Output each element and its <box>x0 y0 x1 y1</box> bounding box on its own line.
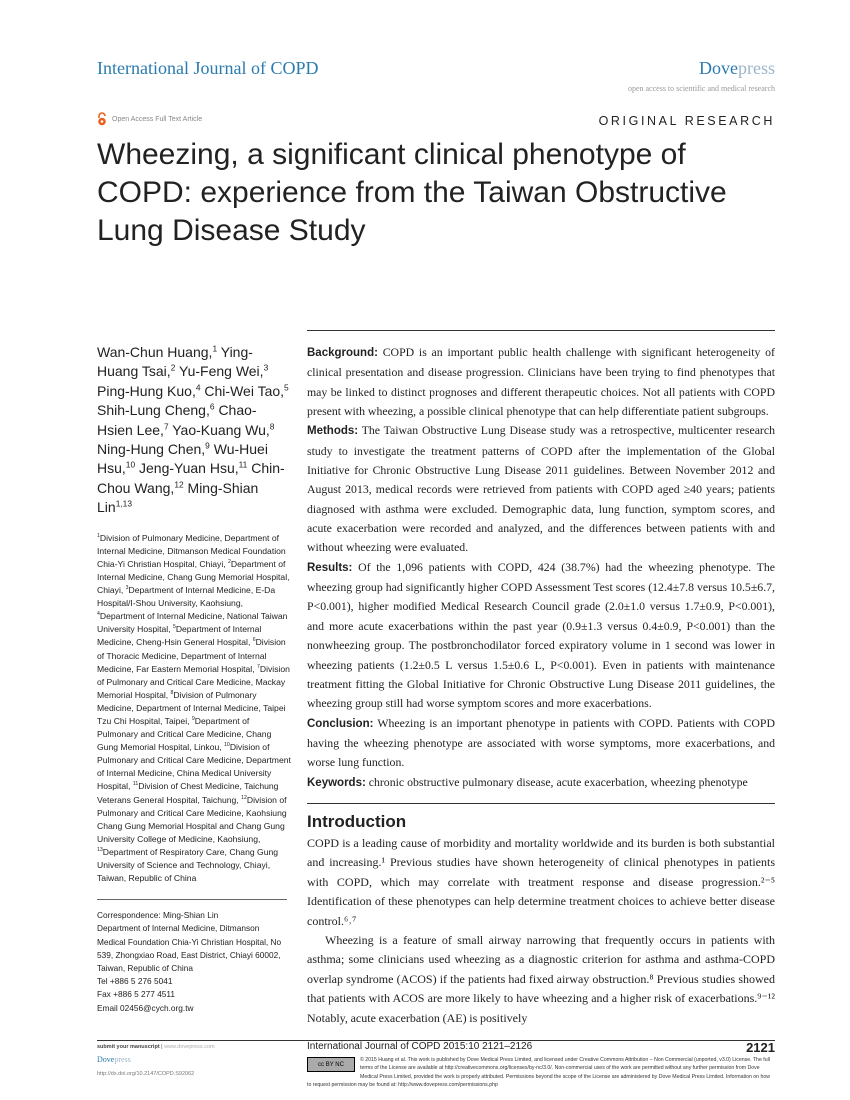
affiliation-sup: 10 <box>224 742 230 749</box>
abstract-section <box>307 714 775 773</box>
abstract-label: Conclusion: <box>307 717 374 730</box>
publisher-press: press <box>738 58 775 78</box>
affiliation-sup: 5 <box>172 624 176 631</box>
journal-name: International Journal of COPD <box>97 58 319 78</box>
license-text: © 2015 Huang et al. This work is published by Dove Medical Press Limited, and licensed under Creative Commons Attribution – Non Commercial (unported, v3.0) License. The full terms of the License are available at http://creativecommons.org/licenses/by-nc/3.0/. Non-commercial uses of the work are permitted without any further permission from Dove Medical Press Limited, provided the work is properly attributed. Permissions beyond the scope of the License are administered by Dove Medical Press Limited. Information on how to request permission may be found at: http://www.dovepress.com/permissions.php <box>307 1057 771 1088</box>
right-column <box>307 330 775 1028</box>
affiliation-text: Division of Thoracic Medicine, Department of Internal Medicine, Far Eastern Memorial Hospital, <box>97 637 286 674</box>
abstract-top-rule <box>307 330 775 331</box>
affiliation-sup: 3 <box>125 585 129 592</box>
affiliation-text: Department of Internal Medicine, Cheng-Hsin General Hospital, <box>97 624 262 648</box>
affiliation-sup: 9 <box>191 716 195 723</box>
affiliation-text: Department of Internal Medicine, Chang Gung Memorial Hospital, Chiayi, <box>97 558 290 596</box>
author-name: Shih-Lung Cheng, <box>97 402 210 419</box>
abstract-label: Keywords: <box>307 776 366 789</box>
corr-email[interactable]: Email 02456@cych.org.tw <box>97 1002 194 1013</box>
author-name: Wu-Huei Hsu, <box>97 441 268 477</box>
abstract-section <box>307 773 775 793</box>
author-name: Yao-Kuang Wu, <box>172 421 270 438</box>
author-sup: 11 <box>238 459 248 470</box>
abstract-bottom-rule <box>307 803 775 804</box>
footer-publisher-logo <box>97 1055 131 1064</box>
open-lock-icon <box>97 112 107 126</box>
cc-badge-text: cc BY NC <box>318 1061 344 1068</box>
author-sup: 2 <box>170 362 176 373</box>
page-number: 2121 <box>746 1040 775 1055</box>
affiliation-sup: 7 <box>257 663 260 670</box>
introduction-heading: Introduction <box>307 811 407 831</box>
left-column <box>97 343 292 1015</box>
affiliation-text: Division of Pulmonary Medicine, Department of Internal Medicine, Taipei Tzu Chi Hospital, Taipei, <box>97 689 286 726</box>
footer-press: press <box>114 1055 131 1064</box>
author-name: Ming-Shian Lin <box>97 479 259 516</box>
author-name: Jeng-Yuan Hsu, <box>139 460 239 477</box>
affiliation-sup: 8 <box>170 689 174 696</box>
intro-paragraph: Wheezing is a feature of small airway narrowing that frequently occurs in patients with asthma; some clinicians used wheezing as a diagnostic criterion for asthma and asthma-COPD overlap syndrome (ACOS) if the patients had fixed airway obstruction.⁸ Previous studies showed that patients with ACOS are more likely to have wheezing and a higher risk of exacerbations.⁹⁻¹² Notably, acute exacerbation (AE) is positively <box>307 932 775 1025</box>
author <box>172 422 274 438</box>
correspondence <box>97 899 287 1015</box>
license-block <box>307 1056 775 1089</box>
abstract-section <box>307 421 775 557</box>
affiliation-text: Division of Pulmonary and Critical Care Medicine, Mackay Memorial Hospital, <box>97 663 290 700</box>
author-list <box>97 343 292 518</box>
author <box>97 441 214 457</box>
publisher-dove: Dove <box>699 58 738 78</box>
affiliation-text: Department of Respiratory Care, Chang Gung University of Science and Technology, Chiayi, Taiwan, Republic of China <box>97 846 279 884</box>
introduction-body <box>307 834 775 1028</box>
abstract-text: The Taiwan Obstructive Lung Disease study was a retrospective, multicenter research study to investigate the treatment patterns of COPD after the implementation of the Global Initiative for Chronic Obstructive Lung Disease 2011 guidelines. Between November 2012 and August 2013, medical records were retrieved from patients with COPD aged ≥40 years; patients diagnosed with asthma were excluded. Demographic data, lung function, symptom scores, and acute exacerbation were recorded and analyzed, and the differences between patients with and without wheezing were evaluated. <box>307 423 775 555</box>
author-sup: 8 <box>269 420 275 431</box>
cc-license-icon[interactable] <box>307 1057 355 1072</box>
affiliation-sup: 4 <box>97 611 100 618</box>
author <box>179 363 268 379</box>
abstract <box>307 343 775 793</box>
author-name: Ying-Huang Tsai, <box>97 344 253 380</box>
submit-url[interactable]: www.dovepress.com <box>164 1044 215 1050</box>
affiliations <box>97 532 292 886</box>
author-name: Yu-Feng Wei, <box>179 363 264 380</box>
corr-tel: Tel +886 5 276 5041 <box>97 976 173 987</box>
affiliation-sup: 2 <box>228 558 231 565</box>
author-sup: 12 <box>174 479 184 490</box>
affiliation-sup: 11 <box>132 781 139 788</box>
affiliation-text: Department of Internal Medicine, E-Da Hospital/I-Shou University, Kaohsiung, <box>97 585 276 609</box>
affiliation-text: Department of Internal Medicine, National Taiwan University Hospital, <box>97 611 288 635</box>
abstract-section <box>307 343 775 421</box>
author-name: Chao-Hsien Lee, <box>97 402 257 438</box>
affiliation-text: Division of Chest Medicine, Taichung Veterans General Hospital, Taichung, <box>97 781 279 805</box>
author-sup: 10 <box>125 459 136 470</box>
submit-label: submit your manuscript <box>97 1044 160 1050</box>
corr-fax: Fax +886 5 277 4511 <box>97 989 176 1000</box>
citation: International Journal of COPD 2015:10 2121–2126 <box>307 1041 533 1052</box>
affiliation-text: Division of Pulmonary and Critical Care Medicine, Department of Internal Medicine, China Medical University Hospital, <box>97 742 291 792</box>
author <box>97 402 218 418</box>
open-access-label: Open Access Full Text Article <box>112 115 203 123</box>
publisher-tagline: open access to scientific and medical research <box>627 84 775 93</box>
article-type: ORIGINAL RESEARCH <box>598 114 775 128</box>
open-access-badge <box>97 112 202 126</box>
author-sup: 3 <box>263 362 269 373</box>
author <box>97 383 204 399</box>
affiliation-text: Department of Pulmonary and Critical Care Medicine, Chang Gung Memorial Hospital, Linkou, <box>97 715 272 753</box>
author-sup: 4 <box>195 382 201 393</box>
author <box>204 383 288 399</box>
author-sup: 1 <box>212 343 218 354</box>
submit-manuscript[interactable]: submit your manuscript | www.dovepress.com <box>97 1044 215 1050</box>
affiliation-text: Division of Pulmonary and Critical Care Medicine, Kaohsiung Chang Gung Memorial Hospital and Chang Gung University College of Medicine, Kaohsiung, <box>97 794 287 844</box>
author-sup: 6 <box>209 401 215 412</box>
affiliation-sup: 6 <box>252 637 256 644</box>
affiliation-text: Division of Pulmonary Medicine, Department of Internal Medicine, Ditmanson Medical Foundation Chia-Yi Christian Hospital, Chiayi, <box>97 532 286 569</box>
author-sup: 9 <box>205 440 210 451</box>
abstract-label: Background: <box>307 347 378 359</box>
abstract-text: chronic obstructive pulmonary disease, acute exacerbation, wheezing phenotype <box>365 774 748 789</box>
corr-address: Department of Internal Medicine, Ditmanson Medical Foundation Chia-Yi Christian Hospital, No 539, Zhongxiao Road, East District, Chiayi 60002, Taiwan, Republic of China <box>97 923 282 973</box>
affiliation-sup: 13 <box>97 847 103 854</box>
abstract-label: Methods: <box>307 425 359 438</box>
abstract-label: Results: <box>307 561 353 574</box>
author-name: Wan-Chun Huang, <box>97 344 213 360</box>
doi-link[interactable]: http://dx.doi.org/10.2147/COPD.S92062 <box>97 1071 195 1077</box>
affiliation-sup: 12 <box>241 794 247 801</box>
author-sup: 1,13 <box>115 498 132 509</box>
abstract-section <box>307 558 775 714</box>
author-sup: 5 <box>284 382 289 393</box>
article-title: Wheezing, a significant clinical phenotype of COPD: experience from the Taiwan Obstructive Lung Disease Study <box>97 138 727 247</box>
corr-name: Correspondence: Ming-Shian Lin <box>97 910 219 921</box>
author <box>97 344 221 360</box>
author <box>139 460 251 476</box>
footer-dove: Dove <box>97 1055 115 1064</box>
author-name: Ping-Hung Kuo, <box>97 382 196 399</box>
publisher-logo[interactable] <box>699 58 775 79</box>
author-sup: 7 <box>163 420 169 431</box>
affiliation-sup: 1 <box>97 532 100 539</box>
abstract-text: Of the 1,096 patients with COPD, 424 (38.7%) had the wheezing phenotype. The wheezing group had significantly higher COPD Assessment Test scores (12.4±7.8 versus 10.5±6.7, P<0.001), higher modified Medical Research Council grade (2.0±1.0 versus 1.7±0.9, P<0.001), and more acute exacerbations within the past year (0.9±1.3 versus 0.4±0.9, P<0.001) than the nonwheezing group. The postbronchodilator forced expiratory volume in 1 second was lower in wheezing patients (1.2±0.5 L versus 1.5±0.6 L, P<0.001). Even in patients with maintenance treatment fitting the Global Initiative for Chronic Obstructive Lung Disease 2011 guidelines, the wheezing group still had worse symptom scores and more exacerbations. <box>307 559 775 711</box>
intro-paragraph: COPD is a leading cause of morbidity and mortality worldwide and its burden is both substantial and increasing.¹ Previous studies have shown heterogeneity of clinical phenotypes in patients with COPD, which may correlate with treatment response and disease progression.²⁻⁵ Identification of these phenotypes can help determine treatment choices to achieve better disease control.⁶˒⁷ <box>307 835 775 928</box>
author-name: Ning-Hung Chen, <box>97 441 206 458</box>
abstract-text: COPD is an important public health challenge with significant heterogeneity of clinical presentation and disease progression. Clinicians have been trying to find phenotypes that may be linked to distinct prognoses and different therapeutic choices. Not all patients with COPD present with wheezing, a possible clinical phenotype that can help differentiate patient subgroups. <box>307 345 775 419</box>
author-name: Chin-Chou Wang, <box>97 460 285 496</box>
author-name: Chi-Wei Tao, <box>204 382 285 399</box>
abstract-text: Wheezing is an important phenotype in patients with COPD. Patients with COPD having the wheezing phenotype are associated with worse symptoms, more exacerbations, and worse lung function. <box>307 715 775 770</box>
